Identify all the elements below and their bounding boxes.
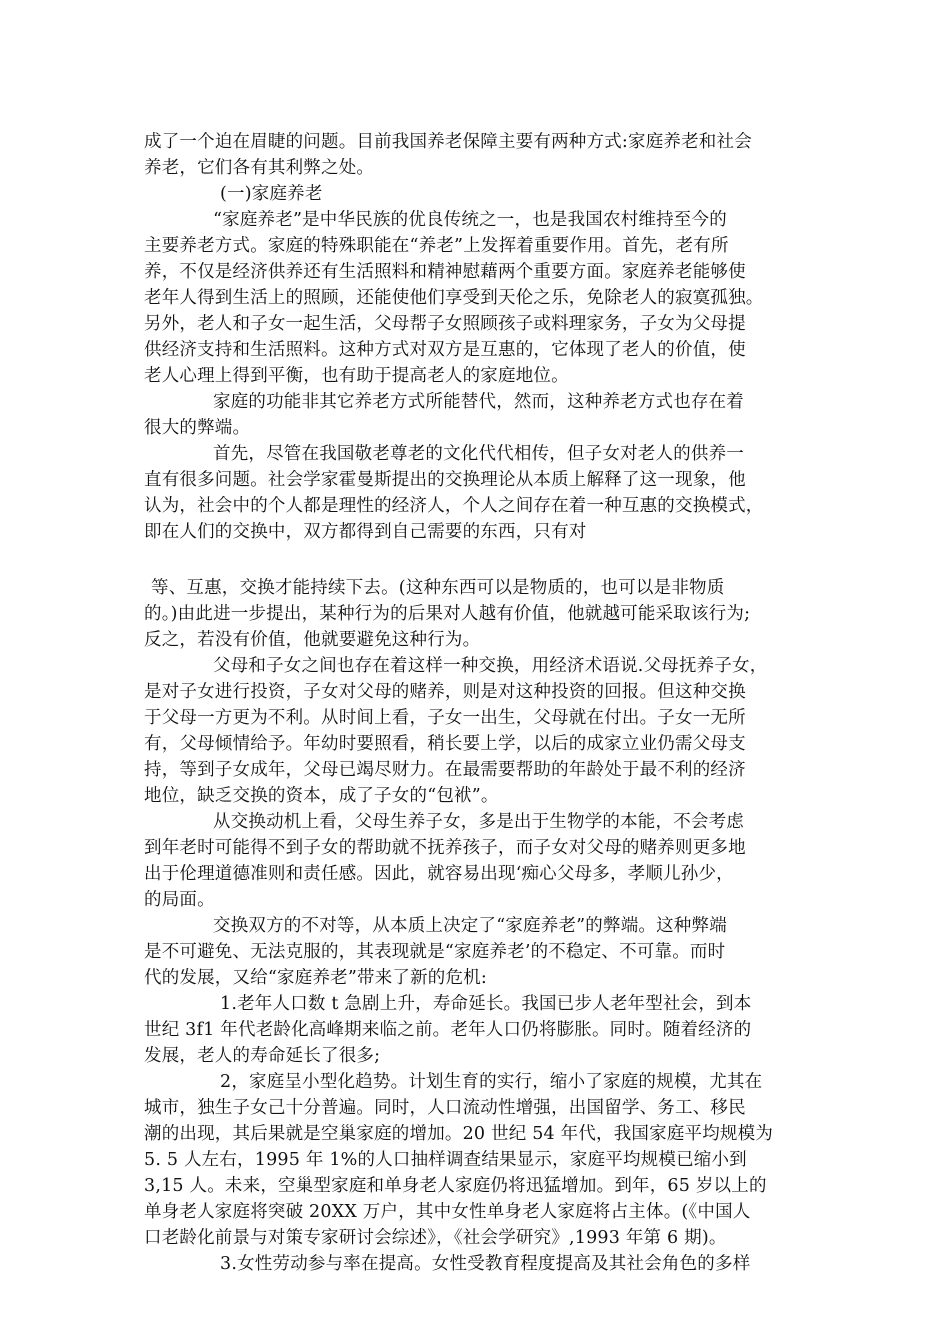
text-line: 是对子女进行投资，子女对父母的赌养，则是对这种投资的回报。但这种交换 xyxy=(144,682,746,702)
text-line: 的。)由此进一步提出，某种行为的后果对人越有价值，他就越可能采取该行为; xyxy=(144,604,751,624)
text-line: 等、互惠，交换才能持续下去。(这种东西可以是物质的，也可以是非物质 xyxy=(151,578,725,598)
text-line: 于父母一方更为不利。从时间上看，子女一出生，父母就在付出。子女一无所 xyxy=(144,708,746,728)
text-line: 2，家庭呈小型化趋势。计划生育的实行，缩小了家庭的规模，尤其在 xyxy=(220,1072,763,1092)
text-line: 持，等到子女成年，父母已竭尽财力。在最需要帮助的年龄处于最不利的经济 xyxy=(144,760,746,780)
text-line: 反之，若没有价值，他就要避免这种行为。 xyxy=(144,630,481,650)
text-line: 主要养老方式。家庭的特殊职能在“养老”上发挥着重要作用。首先，老有所 xyxy=(144,236,729,256)
text-line: 地位，缺乏交换的资本，成了子女的“包袱”。 xyxy=(144,786,499,806)
text-line: 城市，独生子女己十分普遍。同时，人口流动性增强，出国留学、务工、移民 xyxy=(144,1098,746,1118)
text-line: 代的发展，又给“家庭养老”带来了新的危机: xyxy=(144,968,487,988)
text-line: 家庭的功能非其它养老方式所能替代，然而，这种养老方式也存在着 xyxy=(213,392,744,412)
text-line: 口老龄化前景与对策专家研讨会综述》，《社会学研究》,1993 年第 6 期)。 xyxy=(144,1228,727,1248)
text-line: 到年老时可能得不到子女的帮助就不抚养孩子，而子女对父母的赌养则更多地 xyxy=(144,838,746,858)
text-line: 交换双方的不对等，从本质上决定了“家庭养老”的弊端。这种弊端 xyxy=(213,916,727,936)
text-line: 单身老人家庭将突破 20XX 万户，其中女性单身老人家庭将占主体。(《中国人 xyxy=(144,1202,751,1222)
text-line: 是不可避免、无法克服的，其表现就是“家庭养老’的不稳定、不可靠。而时 xyxy=(144,942,726,962)
text-line: 老人心理上得到平衡，也有助于提高老人的家庭地位。 xyxy=(144,366,569,386)
text-line: 很大的弊端。 xyxy=(144,418,251,438)
text-line: 出于伦理道德准则和责任感。因此，就容易出现‘痴心父母多，孝顺儿孙少， xyxy=(144,864,734,884)
text-line: 养老，它们各有其利弊之处。 xyxy=(144,158,375,178)
text-line: 世纪 3f1 年代老龄化高峰期来临之前。老年人口仍将膨胀。同时。随着经济的 xyxy=(144,1020,752,1040)
section-heading: (一)家庭养老 xyxy=(220,184,323,204)
text-line: 3.女性劳动参与率在提高。女性受教育程度提高及其社会角色的多样 xyxy=(220,1254,751,1274)
text-line: 父母和子女之间也存在着这样一种交换，用经济术语说.父母抚养子女， xyxy=(213,656,768,676)
text-line: 的局面。 xyxy=(144,890,215,910)
text-line: 5. 5 人左右，1995 年 1%的人口抽样调查结果显示，家庭平均规模已缩小到 xyxy=(144,1150,747,1170)
text-line: 1.老年人口数 t 急剧上升，寿命延长。我国已步人老年型社会，到本 xyxy=(220,994,752,1014)
text-line: “家庭养老”是中华民族的优良传统之一，也是我国农村维持至今的 xyxy=(213,210,727,230)
text-line: 老年人得到生活上的照顾，还能使他们享受到天伦之乐，免除老人的寂寞孤独。 xyxy=(144,288,764,308)
text-line: 首先，尽管在我国敬老尊老的文化代代相传，但子女对老人的供养一 xyxy=(213,444,744,464)
text-line: 潮的出现，其后果就是空巢家庭的增加。20 世纪 54 年代，我国家庭平均规模为 xyxy=(144,1124,774,1144)
text-line: 养，不仅是经济供养还有生活照料和精神慰藉两个重要方面。家庭养老能够使 xyxy=(144,262,746,282)
text-line: 直有很多问题。社会学家霍曼斯提出的交换理论从本质上解释了这一现象，他 xyxy=(144,470,746,490)
text-line: 成了一个迫在眉睫的问题。目前我国养老保障主要有两种方式:家庭养老和社会 xyxy=(144,132,752,152)
text-line: 供经济支持和生活照料。这种方式对双方是互惠的，它体现了老人的价值，使 xyxy=(144,340,746,360)
text-line: 即在人们的交换中，双方都得到自己需要的东西，只有对 xyxy=(144,522,587,542)
text-line: 发展，老人的寿命延长了很多; xyxy=(144,1046,381,1066)
text-line: 另外，老人和子女一起生活，父母帮子女照顾孩子或料理家务，子女为父母提 xyxy=(144,314,746,334)
text-line: 认为，社会中的个人都是理性的经济人，个人之间存在着一种互惠的交换模式， xyxy=(144,496,764,516)
text-line: 3,15 人。未来，空巢型家庭和单身老人家庭仍将迅猛增加。到年，65 岁以上的 xyxy=(144,1176,767,1196)
text-line: 有，父母倾情给予。年幼时要照看，稍长要上学，以后的成家立业仍需父母支 xyxy=(144,734,746,754)
text-line: 从交换动机上看，父母生养子女，多是出于生物学的本能，不会考虑 xyxy=(213,812,744,832)
